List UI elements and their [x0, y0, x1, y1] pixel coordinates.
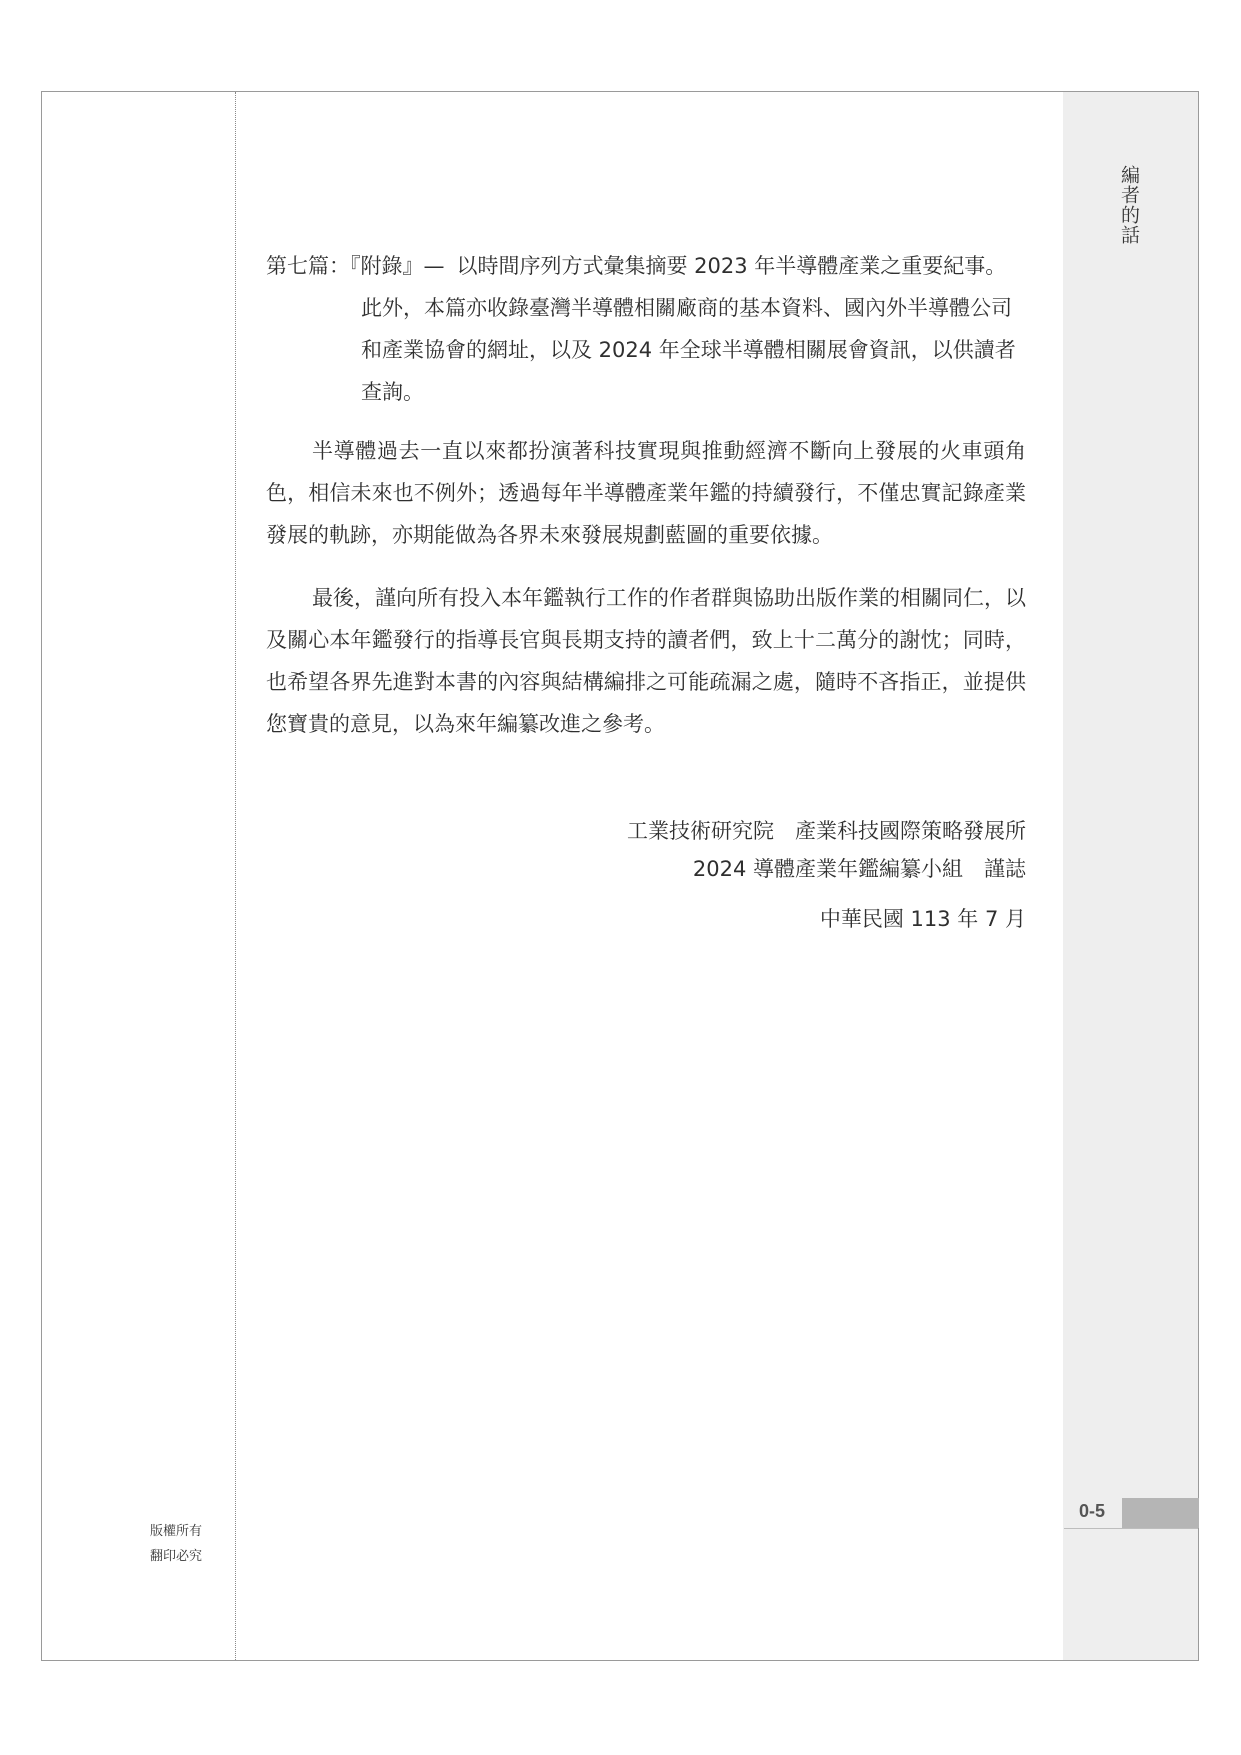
- main-content: [266, 245, 1026, 766]
- binding-margin-rule: [235, 92, 236, 1660]
- copyright-line: 版權所有: [150, 1524, 203, 1539]
- signature-date: 中華民國 113 年 7 月: [819, 907, 1026, 931]
- side-band: [1063, 92, 1198, 1660]
- body-paragraph: 最後，謹向所有投入本年鑑執行工作的作者群與協助出版作業的相關同仁，以及關心本年鑑發行的指導長官與長期支持的讀者們，致上十二萬分的謝忱；同時，也希望各界先進對本書的內容與結構編排之可能疏漏之處，隨時不吝指正，並提供您寶貴的意見，以為來年編纂改進之參考。: [266, 586, 1026, 736]
- page-number: 0-5: [1078, 1501, 1105, 1521]
- copyright-notice: [150, 1519, 230, 1569]
- appendix-item: [266, 245, 1026, 413]
- appendix-item-lead: 第七篇：『附錄』—: [266, 254, 445, 278]
- page-tab-rule: [1064, 1528, 1198, 1529]
- copyright-line: 翻印必究: [150, 1549, 203, 1564]
- signature-team: 2024 導體產業年鑑編纂小組 謹誌: [692, 857, 1026, 881]
- appendix-item-text: 以時間序列方式彙集摘要 2023 年半導體產業之重要紀事。此外，本篇亦收錄臺灣半導體相關廠商的基本資料、國內外半導體公司和產業協會的網址，以及 2024 年全球半導體相關展會資訊，以供讀者查詢。: [361, 254, 1016, 404]
- page-tab: [1122, 1498, 1199, 1528]
- section-label: 編者的話: [1118, 165, 1140, 245]
- signature-org: 工業技術研究院 產業科技國際策略發展所: [627, 819, 1026, 843]
- body-paragraph: 半導體過去一直以來都扮演著科技實現與推動經濟不斷向上發展的火車頭角色，相信未來也不例外；透過每年半導體產業年鑑的持續發行，不僅忠實記錄產業發展的軌跡，亦期能做為各界未來發展規劃藍圖的重要依據。: [266, 439, 1026, 547]
